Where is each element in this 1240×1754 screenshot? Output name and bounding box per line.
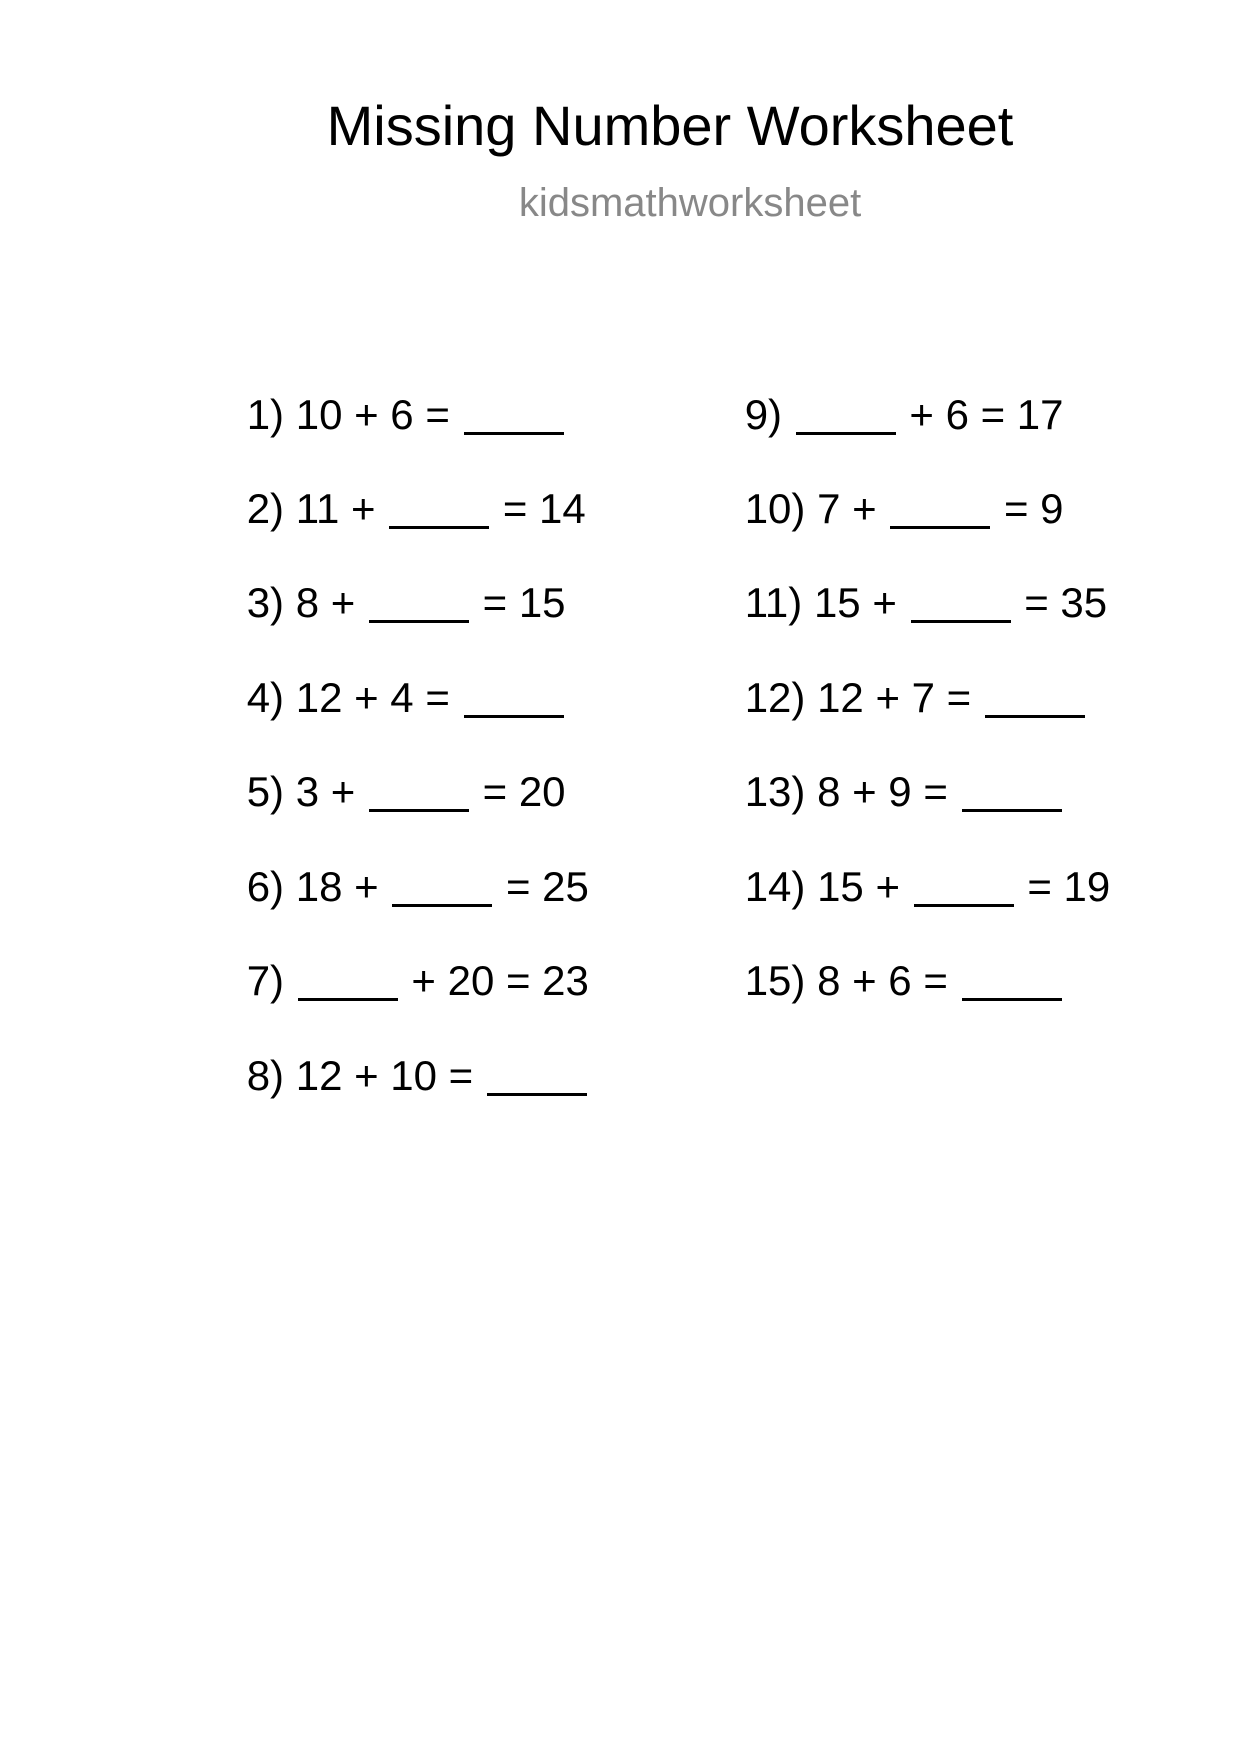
answer-blank[interactable] bbox=[890, 526, 990, 529]
problem-after: = 9 bbox=[992, 485, 1064, 532]
problem-before: 3 + bbox=[295, 768, 367, 815]
problem-before: 10 + 6 = bbox=[295, 391, 462, 438]
answer-blank[interactable] bbox=[487, 1093, 587, 1096]
problem-number: 15) bbox=[744, 957, 806, 1004]
problem-after: = 19 bbox=[1015, 863, 1111, 910]
problem-number: 5) bbox=[246, 768, 285, 815]
problem-before: 8 + 9 = bbox=[817, 768, 960, 815]
answer-blank[interactable] bbox=[369, 620, 469, 623]
answer-blank[interactable] bbox=[911, 620, 1011, 623]
answer-blank[interactable] bbox=[914, 904, 1014, 907]
worksheet-title: Missing Number Worksheet bbox=[326, 94, 1014, 157]
answer-blank[interactable] bbox=[389, 526, 489, 529]
answer-blank[interactable] bbox=[298, 998, 398, 1001]
problem-before: 12 + 7 = bbox=[817, 674, 983, 721]
problem-number: 6) bbox=[246, 863, 285, 910]
problem-15 bbox=[698, 918, 1064, 1044]
problem-after: = 25 bbox=[494, 863, 589, 910]
problem-number: 8) bbox=[246, 1052, 285, 1099]
problem-before: 15 + bbox=[817, 863, 912, 910]
problem-after: = 14 bbox=[491, 485, 586, 532]
problem-8 bbox=[200, 1013, 589, 1139]
worksheet-subtitle: kidsmathworksheet bbox=[518, 181, 862, 225]
problem-after: + 6 = 17 bbox=[897, 391, 1064, 438]
problem-before: 12 + 4 = bbox=[295, 674, 462, 721]
problem-before: 18 + bbox=[295, 863, 391, 910]
problem-number: 1) bbox=[246, 391, 285, 438]
problem-number: 14) bbox=[744, 863, 806, 910]
problem-before: 7 + bbox=[817, 485, 889, 532]
problem-before: 11 + bbox=[295, 485, 388, 532]
problem-after: = 20 bbox=[470, 768, 566, 815]
answer-blank[interactable] bbox=[464, 715, 564, 718]
problem-after: + 20 = 23 bbox=[399, 957, 589, 1004]
problem-before: 8 + 6 = bbox=[817, 957, 960, 1004]
answer-blank[interactable] bbox=[796, 432, 896, 435]
problem-after: = 15 bbox=[470, 579, 566, 626]
problem-number: 9) bbox=[744, 391, 783, 438]
answer-blank[interactable] bbox=[962, 809, 1062, 812]
answer-blank[interactable] bbox=[369, 809, 469, 812]
problem-after: = 35 bbox=[1012, 579, 1108, 626]
problem-number: 4) bbox=[246, 674, 285, 721]
problem-number: 13) bbox=[744, 768, 806, 815]
problem-number: 10) bbox=[744, 485, 806, 532]
answer-blank[interactable] bbox=[985, 715, 1085, 718]
problem-number: 3) bbox=[246, 579, 285, 626]
problem-number: 7) bbox=[246, 957, 285, 1004]
problem-number: 12) bbox=[744, 674, 806, 721]
problem-before: 15 + bbox=[813, 579, 909, 626]
problem-before: 12 + 10 = bbox=[295, 1052, 485, 1099]
problem-before: 8 + bbox=[295, 579, 367, 626]
answer-blank[interactable] bbox=[392, 904, 492, 907]
problem-number: 2) bbox=[246, 485, 285, 532]
problem-number: 11) bbox=[744, 579, 803, 626]
answer-blank[interactable] bbox=[962, 998, 1062, 1001]
answer-blank[interactable] bbox=[464, 432, 564, 435]
